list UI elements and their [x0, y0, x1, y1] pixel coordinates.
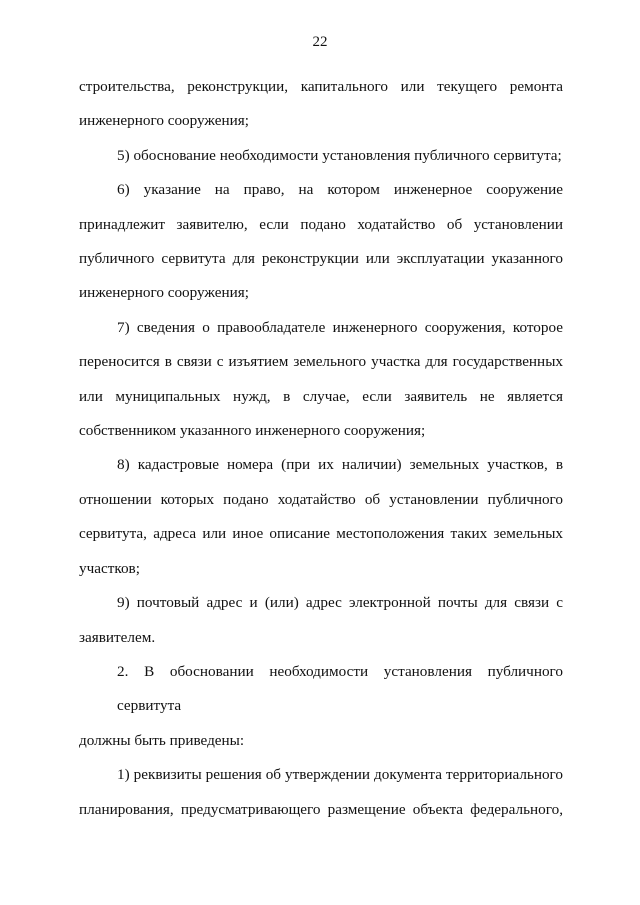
text-line: заявителем.: [79, 628, 156, 646]
paragraph-item-5: [79, 139, 563, 173]
text-line: сервитута, адреса или иное описание местоположения таких земельных: [79, 525, 563, 543]
document-body: [79, 70, 563, 827]
paragraph-continuation: [79, 70, 563, 139]
text-line: инженерного сооружения;: [79, 112, 249, 130]
text-line: 6) указание на право, на котором инженерное сооружение: [117, 181, 563, 199]
text-line: 1) реквизиты решения об утверждении документа территориального: [117, 766, 563, 784]
text-line: инженерного сооружения;: [79, 284, 249, 302]
text-line: публичного сервитута для реконструкции или эксплуатации указанного: [79, 250, 563, 268]
text-line: 8) кадастровые номера (при их наличии) земельных участков, в: [117, 456, 563, 474]
text-line: строительства, реконструкции, капитального или текущего ремонта: [79, 78, 563, 95]
section-2-item-1: [79, 758, 563, 827]
text-line: или муниципальных нужд, в случае, если заявитель не является: [79, 387, 563, 405]
text-line: отношении которых подано ходатайство об установлении публичного: [79, 490, 563, 508]
text-line: должны быть приведены:: [79, 731, 245, 749]
paragraph-item-6: [79, 173, 563, 311]
text-line: переносится в связи с изъятием земельного участка для государственных: [79, 353, 563, 371]
text-line: собственником указанного инженерного сооружения;: [79, 422, 426, 440]
text-line: участков;: [79, 559, 140, 577]
text-line: планирования, предусматривающего размещение объекта федерального,: [79, 800, 563, 818]
text-line: 5) обоснование необходимости установления публичного сервитута;: [117, 146, 562, 164]
section-2-intro: [79, 655, 563, 758]
paragraph-item-7: [79, 311, 563, 449]
text-line: 7) сведения о правообладателе инженерного сооружения, которое: [117, 318, 563, 336]
paragraph-item-8: [79, 448, 563, 586]
text-line: 2. В обосновании необходимости установления публичного сервитута: [117, 662, 563, 715]
text-line: 9) почтовый адрес и (или) адрес электронной почты для связи с: [117, 594, 563, 612]
text-line: принадлежит заявителю, если подано ходатайство об установлении: [79, 215, 563, 233]
paragraph-item-9: [79, 586, 563, 655]
page-number: 22: [312, 34, 328, 50]
